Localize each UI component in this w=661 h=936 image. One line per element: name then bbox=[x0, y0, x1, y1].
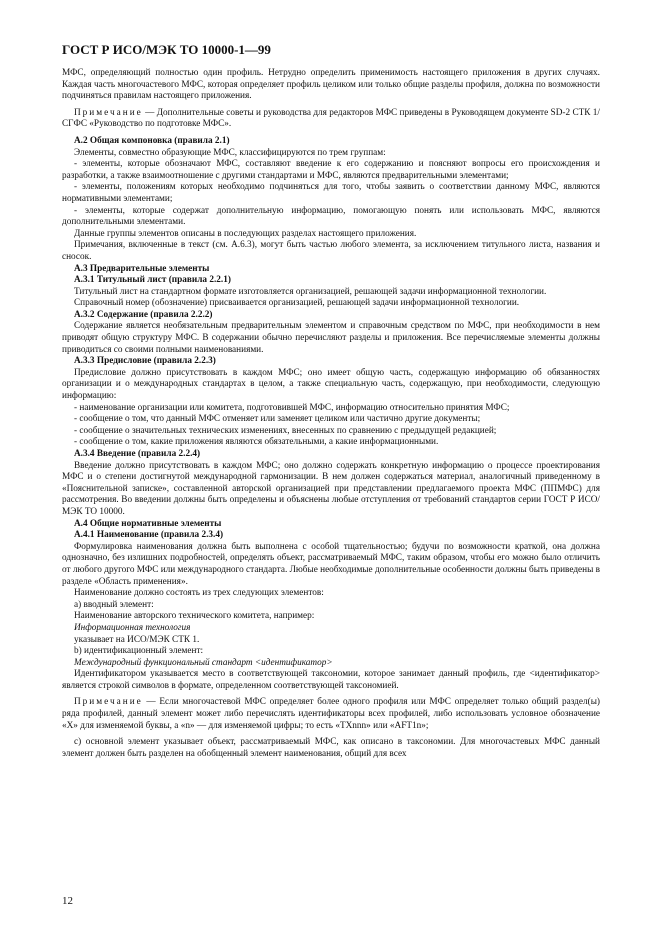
paragraph-text: Наименование должно состоять из трех следующих элементов: bbox=[74, 588, 324, 599]
paragraph bbox=[62, 414, 600, 426]
paragraph-text: Предисловие должно присутствовать в каждом МФС; оно имеет общую часть, содержащую информацию об обязанностях организации и о международных стандартах в целом, а также специальную часть, содержащую, при необходимости, следующую информацию: bbox=[62, 367, 600, 402]
paragraph-text: А.3.1 Титульный лист (правила 2.2.1) bbox=[74, 275, 231, 286]
paragraph-text: с) основной элемент указывает объект, рассматриваемый МФС, как описано в таксономии. Для многочастевых МФС данный элемент должен быть разделен на обобщенный элемент наименования, общий для всех bbox=[62, 737, 600, 759]
note-label: Примечание bbox=[74, 697, 143, 708]
paragraph bbox=[62, 426, 600, 438]
paragraph-text: а) вводный элемент: bbox=[74, 599, 154, 610]
paragraph-text: Справочный номер (обозначение) присваивается организацией, решающей задачи информационной технологии. bbox=[74, 298, 520, 309]
paragraph bbox=[62, 206, 600, 229]
paragraph bbox=[62, 182, 600, 205]
paragraph-text: Титульный лист на стандартном формате изготовляется организацией, решающей задачи информационной технологии. bbox=[74, 286, 547, 297]
paragraph bbox=[62, 264, 600, 276]
paragraph-text: - наименование организации или комитета, подготовившей МФС, информацию относительно принятия МФС; bbox=[74, 402, 510, 413]
paragraph-text: А.3.4 Введение (правила 2.2.4) bbox=[74, 449, 201, 459]
page-number: 12 bbox=[62, 895, 73, 907]
paragraph-text: - сообщение о том, какие приложения являются обязательными, а какие информационными. bbox=[74, 437, 439, 448]
paragraph-text: А.4 Общие нормативные элементы bbox=[74, 518, 222, 529]
paragraph bbox=[62, 356, 600, 368]
document-header: ГОСТ Р ИСО/МЭК ТО 10000-1—99 bbox=[62, 42, 271, 57]
paragraph-text: А.4.1 Наименование (правила 2.3.4) bbox=[74, 530, 224, 541]
paragraph bbox=[62, 669, 600, 692]
paragraph bbox=[62, 321, 600, 356]
paragraph bbox=[62, 530, 600, 542]
paragraph bbox=[62, 68, 600, 103]
paragraph bbox=[62, 542, 600, 588]
paragraph-text: Данные группы элементов описаны в последующих разделах настоящего приложения. bbox=[74, 228, 417, 239]
paragraph bbox=[62, 437, 600, 449]
paragraph-text: - элементы, положениям которых необходимо подчиняться для того, чтобы заявить о соответствии данному МФС, являются нормативными элементами; bbox=[62, 182, 600, 204]
paragraph bbox=[62, 159, 600, 182]
paragraph bbox=[62, 611, 600, 623]
paragraph-text: — Если многочастевой МФС определяет более одного профиля или МФС определяет только общий раздел(ы) ряда профилей, данный элемент может либо перечислять идентификаторы всех профилей, либо использовать условное обозначение «X» для изменяемой буквы, а «n» — для изменяемой цифры; то есть «ТХnnn» или «AFT1n»; bbox=[62, 697, 600, 731]
paragraph bbox=[62, 287, 600, 299]
paragraph-text: — Дополнительные советы и руководства для редакторов МФС приведены в Руководящем документе SD-2 СТК 1/СГФС «Руководство по подготовке МФС». bbox=[62, 107, 600, 130]
paragraph-text: Идентификатором указывается место в соответствующей таксономии, которое занимает данный профиль, где <идентификатор> является строкой символов в формате, определенном соответствующей таксономией. bbox=[62, 669, 600, 691]
paragraph bbox=[62, 461, 600, 519]
paragraph bbox=[62, 240, 600, 263]
document-body bbox=[62, 68, 600, 760]
paragraph bbox=[62, 275, 600, 287]
paragraph bbox=[62, 658, 600, 670]
paragraph bbox=[62, 403, 600, 415]
paragraph bbox=[62, 519, 600, 531]
paragraph-text: А.3 Предварительные элементы bbox=[74, 263, 210, 274]
paragraph-text: Информационная технология bbox=[74, 622, 191, 633]
paragraph-text: - сообщение о том, что данный МФС отменяет или заменяет целиком или частично другие документы; bbox=[74, 414, 481, 425]
paragraph bbox=[62, 368, 600, 403]
paragraph-text: Элементы, совместно образующие МФС, классифицируются по трем группам: bbox=[74, 147, 386, 158]
paragraph-text: А.2 Общая компоновка (правила 2.1) bbox=[74, 135, 230, 146]
paragraph bbox=[62, 148, 600, 160]
paragraph bbox=[62, 737, 600, 760]
paragraph bbox=[62, 310, 600, 322]
paragraph bbox=[62, 108, 600, 131]
paragraph bbox=[62, 298, 600, 310]
note-label: Примечание bbox=[74, 107, 143, 118]
paragraph-text: А.3.3 Предисловие (правила 2.2.3) bbox=[74, 356, 216, 367]
paragraph bbox=[62, 646, 600, 658]
paragraph bbox=[62, 635, 600, 647]
paragraph-text: Формулировка наименования должна быть выполнена с особой тщательностью; будучи по возможности краткой, она должна однозначно, без излишних подробностей, определять объект, рассматриваемый МФС, таким образом, чтобы его можно было отличить от любого другого МФС или международного стандарта. Любые необходимые дополнительные особенности должны быть приведены в разделе «Область применения». bbox=[62, 541, 600, 587]
paragraph-text: b) идентификационный элемент: bbox=[74, 646, 204, 657]
paragraph bbox=[62, 229, 600, 241]
paragraph-text: Примечания, включенные в текст (см. А.6.3), могут быть частью любого элемента, за исключением титульного листа, названия и сносок. bbox=[62, 240, 600, 262]
paragraph bbox=[62, 136, 600, 148]
paragraph-text: - сообщение о значительных технических изменениях, внесенных по сравнению с предыдущей редакцией; bbox=[74, 425, 497, 436]
paragraph bbox=[62, 588, 600, 600]
paragraph-text: - элементы, которые содержат дополнительную информацию, помогающую понять или использовать МФС, являются дополнительными элементами. bbox=[62, 205, 600, 228]
paragraph-text: А.3.2 Содержание (правила 2.2.2) bbox=[74, 309, 213, 320]
paragraph-text: Введение должно присутствовать в каждом МФС; оно должно содержать конкретную информацию о процессе проектирования МФС и о степени достигнутой международной гармонизации. В нем должен содержаться материал, аналогичный приведенному в «Пояснительной записке», составленной авторской организацией при представлении предлагаемого проекта МФС (ППМФС) для рассмотрения. Во введении должны быть определены и объяснены любые отступления от требований стандартов серии ГОСТ Р ИСО/МЭК ТО 10000. bbox=[62, 460, 600, 517]
paragraph-text: - элементы, которые обозначают МФС, составляют введение к его содержанию и поясняют вопросы его происхождения и разработки, а также взаимоотношение с другими стандартами и МФС, являются предварительными элементами; bbox=[62, 159, 600, 181]
paragraph-text: Наименование авторского технического комитета, например: bbox=[74, 611, 315, 622]
paragraph bbox=[62, 449, 600, 461]
paragraph bbox=[62, 623, 600, 635]
paragraph bbox=[62, 697, 600, 732]
paragraph-text: Международный функциональный стандарт <идентификатор> bbox=[74, 657, 333, 668]
paragraph bbox=[62, 600, 600, 612]
paragraph-text: Содержание является необязательным предварительным элементом и справочным средством по МФС, при необходимости в нем приводят общую структуру МФС. В содержании обычно перечисляют разделы и приложения. Все перечисляемые элементы должны приводиться со своими полными наименованиями. bbox=[62, 321, 600, 355]
paragraph-text: МФС, определяющий полностью один профиль. Нетрудно определить применимость настоящего приложения в других случаях. Каждая часть многочастевого МФС, которая определяет профиль целиком или только общие разделы профиля, должна по возможности подчиняться правилам настоящего приложения. bbox=[62, 68, 600, 102]
paragraph-text: указывает на ИСО/МЭК СТК 1. bbox=[74, 634, 200, 645]
